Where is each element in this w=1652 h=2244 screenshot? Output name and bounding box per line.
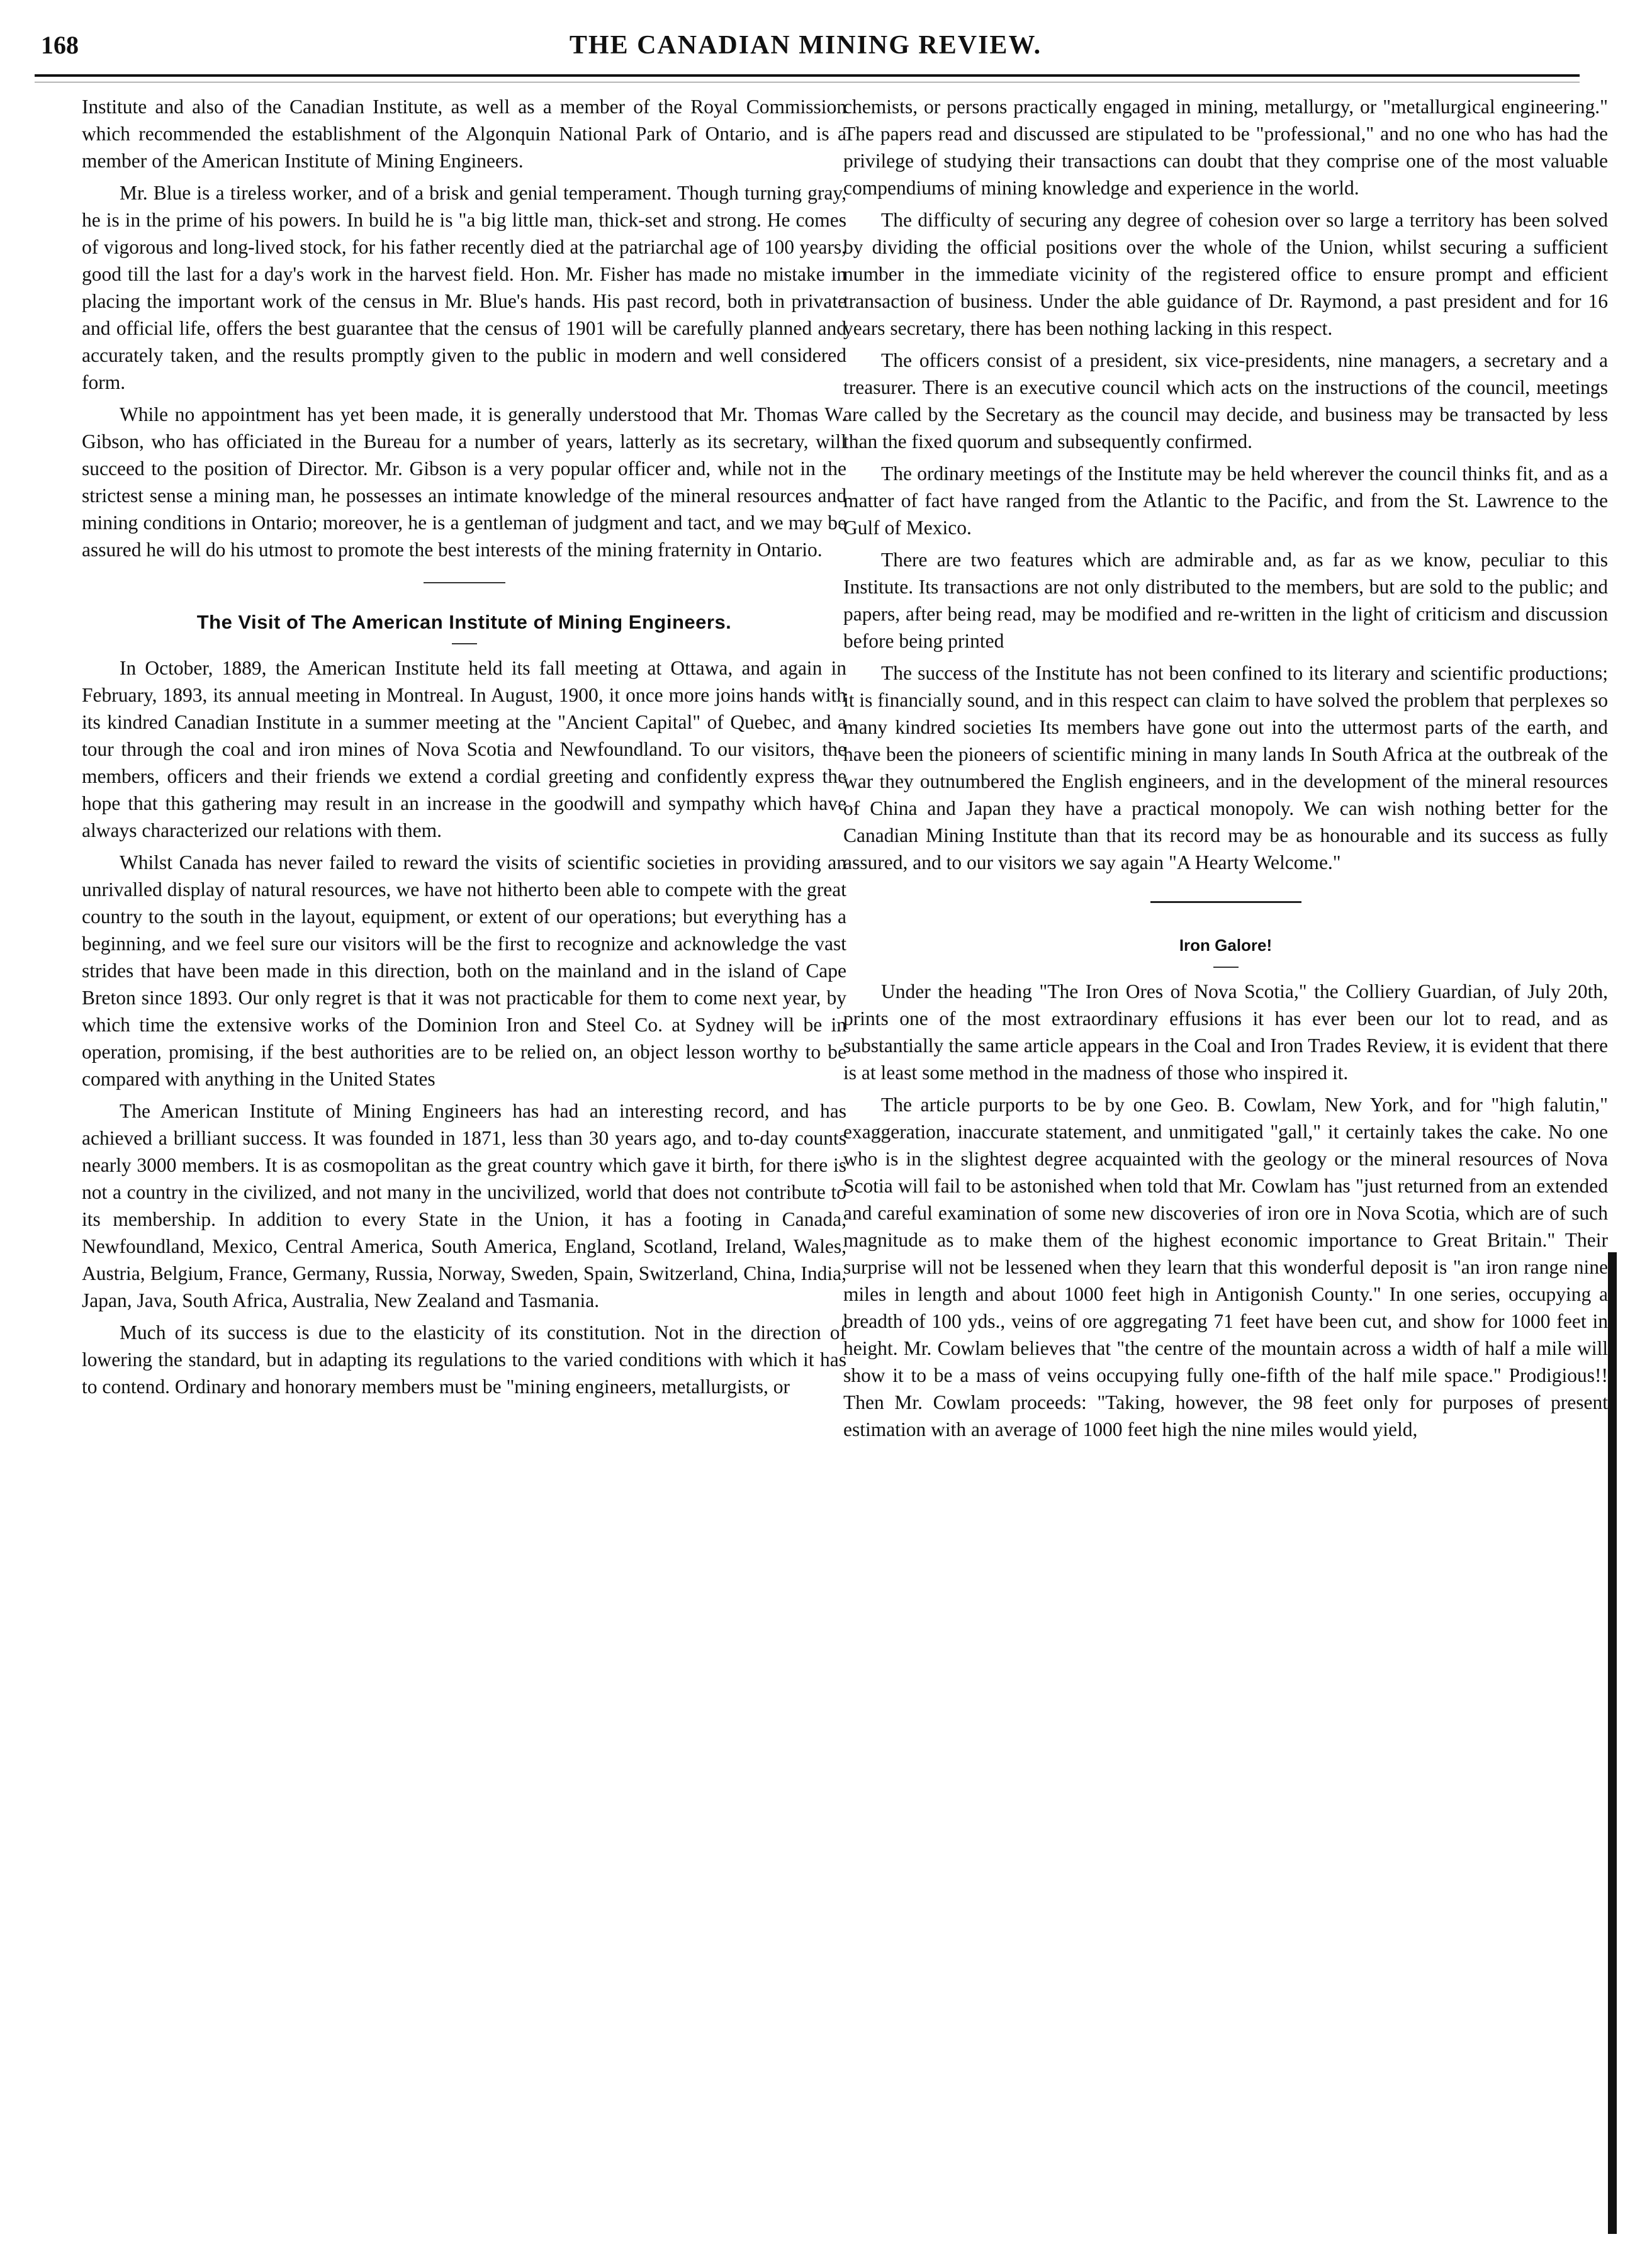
- paragraph: The difficulty of securing any degree of cohesion over so large a territory has been solved by dividing the official positions over the whole of the Union, whilst securing a sufficient number in the immediate vicinity of the registered office to ensure prompt and efficient transaction of business. Under the able guidance of Dr. Raymond, a past president and for 16 years secretary, there has been nothing lacking in this respect.: [843, 209, 1608, 339]
- left-column: [82, 93, 846, 1405]
- paragraph: Whilst Canada has never failed to reward the visits of scientific societies in providing an unrivalled display of natural resources, we have not hitherto been able to compete with the great country to the south in the layout, equipment, or extent of our operations; but everything has a beginning, and we feel sure our visitors will be the first to recognize and acknowledge the vast strides that have been made in this direction, both on the mainland and in the island of Cape Breton since 1893. Our only regret is that it was not practicable for them to come next year, by which time the extensive works of the Dominion Iron and Steel Co. at Sydney will be in operation, promising, if the best authorities are to be relied on, an object lesson worthy to be compared with anything in the United States: [82, 851, 846, 1090]
- paragraph: The success of the Institute has not been confined to its literary and scientific productions; it is financially sound, and in this respect can claim to have solved the problem that perplexes so many kindred societies Its members have gone out into the uttermost parts of the earth, and have been the pioneers of scientific mining in many lands In South Africa at the outbreak of the war they outnumbered the English engineers, and in the development of the mineral resources of China and Japan they have a practical monopoly. We can wish nothing better for the Canadian Mining Institute than that its record may be as honourable and its success as fully assured, and to our visitors we say again "A Hearty Welcome.": [843, 662, 1608, 873]
- section-divider: [424, 582, 505, 583]
- paragraph: While no appointment has yet been made, it is generally understood that Mr. Thomas W. Gibson, who has officiated in the Bureau for a number of years, latterly as its secretary, will succeed to the position of Director. Mr. Gibson is a very popular officer and, while not in the strictest sense a mining man, he possesses an intimate knowledge of the mineral resources and mining conditions in Ontario; moreover, he is a gentleman of judgment and tact, and we may be assured he will do his utmost to promote the best interests of the mining fraternity in Ontario.: [82, 403, 846, 561]
- right-column: [843, 93, 1608, 1448]
- paragraph: The American Institute of Mining Engineers has had an interesting record, and has achieved a brilliant success. It was founded in 1871, less than 30 years ago, and to-day counts nearly 3000 members. It is as cosmopolitan as the great country which gave it birth, for there is not a country in the civilized, and not many in the uncivilized, world that does not contribute to its membership. In addition to every State in the Union, it has a footing in Canada, Newfoundland, Mexico, Central America, South America, England, Scotland, Ireland, Wales, Austria, Belgium, France, Germany, Russia, Norway, Sweden, Spain, Switzerland, China, India, Japan, Java, South Africa, Australia, New Zealand and Tasmania.: [82, 1100, 846, 1311]
- title-divider: [1213, 967, 1239, 968]
- paragraph: The article purports to be by one Geo. B. Cowlam, New York, and for "high falutin," exaggeration, inaccurate statement, and unmitigated "gall," it certainly takes the cake. No one who is in the slightest degree acquainted with the geology or the mineral resources of Nova Scotia will fail to be astonished when told that Mr. Cowlam has "just returned from an extended and careful examination of some new discoveries of iron ore in Nova Scotia, which are of such magnitude as to make them of the highest economic importance to Great Britain." Their surprise will not be lessened when they learn that this wonderful deposit is "an iron range nine miles in length and about 1000 feet high in Antigonish County." In one series, occupying a breadth of 100 yds., veins of ore aggregating 71 feet have been cut, and show for 1000 feet in height. Mr. Cowlam believes that "the centre of the mountain across a width of half a mile will show it to be a mass of veins occupying fully one-fifth of the half mile space." Prodigious!! Then Mr. Cowlam proceeds: "Taking, however, the 98 feet only for purposes of present estimation with an average of 1000 feet high the nine miles would yield,: [843, 1094, 1608, 1440]
- running-title: THE CANADIAN MINING REVIEW.: [569, 31, 1042, 60]
- paragraph: There are two features which are admirable and, as far as we know, peculiar to this Institute. Its transactions are not only distributed to the members, but are sold to the public; and papers, after being read, may be modified and re-written in the light of criticism and discussion before being printed: [843, 549, 1608, 652]
- page-header: [35, 19, 1576, 69]
- paragraph: The officers consist of a president, six vice-presidents, nine managers, a secretary and a treasurer. There is an executive council which acts on the instructions of the council, meetings are called by the Secretary as the council may decide, and business may be transacted by less than the fixed quorum and subsequently confirmed.: [843, 349, 1608, 452]
- paragraph: Mr. Blue is a tireless worker, and of a brisk and genial temperament. Though turning gray, he is in the prime of his powers. In build he is "a big little man, thick-set and strong. He comes of vigorous and long-lived stock, for his father recently died at the patriarchal age of 100 years, good till the last for a day's work in the harvest field. Hon. Mr. Fisher has made no mistake in placing the important work of the census in Mr. Blue's hands. His past record, both in private and official life, offers the best guarantee that the census of 1901 will be carefully planned and accurately taken, and the results promptly given to the public in modern and well considered form.: [82, 182, 846, 393]
- paragraph: Under the heading "The Iron Ores of Nova Scotia," the Colliery Guardian, of July 20th, prints one of the most extraordinary effusions it has ever been our lot to read, and as substantially the same article appears in the Coal and Iron Trades Review, it is evident that there is at least some method in the madness of those who inspired it.: [843, 980, 1608, 1084]
- section-divider: [1150, 901, 1301, 903]
- article-title: Iron Galore!: [1179, 936, 1273, 955]
- article-title: The Visit of The American Institute of Mining Engineers.: [196, 611, 732, 633]
- title-divider: [452, 643, 477, 644]
- paragraph: In October, 1889, the American Institute held its fall meeting at Ottawa, and again in February, 1893, its annual meeting in Montreal. In August, 1900, it once more joins hands with its kindred Canadian Institute in a summer meeting at the "Ancient Capital" of Quebec, and a tour through the coal and iron mines of Nova Scotia and Newfoundland. To our visitors, the members, officers and their friends we extend a cordial greeting and confidently express the hope that this gathering may result in an increase in the goodwill and sympathy which have always characterized our relations with them.: [82, 657, 846, 841]
- paragraph: The ordinary meetings of the Institute may be held wherever the council thinks fit, and as a matter of fact have ranged from the Atlantic to the Pacific, and from the St. Lawrence to the Gulf of Mexico.: [843, 463, 1608, 539]
- header-rule-thick: [35, 74, 1580, 77]
- margin-bar: [1608, 1252, 1617, 2234]
- paragraph: Institute and also of the Canadian Institute, as well as a member of the Royal Commission which recommended the establishment of the Algonquin National Park of Ontario, and is a member of the American Institute of Mining Engineers.: [82, 96, 846, 172]
- paragraph: Much of its success is due to the elasticity of its constitution. Not in the direction of lowering the standard, but in adapting its regulations to the varied conditions with which it has to contend. Ordinary and honorary members must be "mining engineers, metallurgists, or: [82, 1321, 846, 1398]
- paragraph: chemists, or persons practically engaged in mining, metallurgy, or "metallurgical engineering." The papers read and discussed are stipulated to be "professional," and no one who has had the privilege of studying their transactions can doubt that they comprise one of the most valuable compendiums of mining knowledge and experience in the world.: [843, 96, 1608, 199]
- page-number: 168: [41, 31, 79, 59]
